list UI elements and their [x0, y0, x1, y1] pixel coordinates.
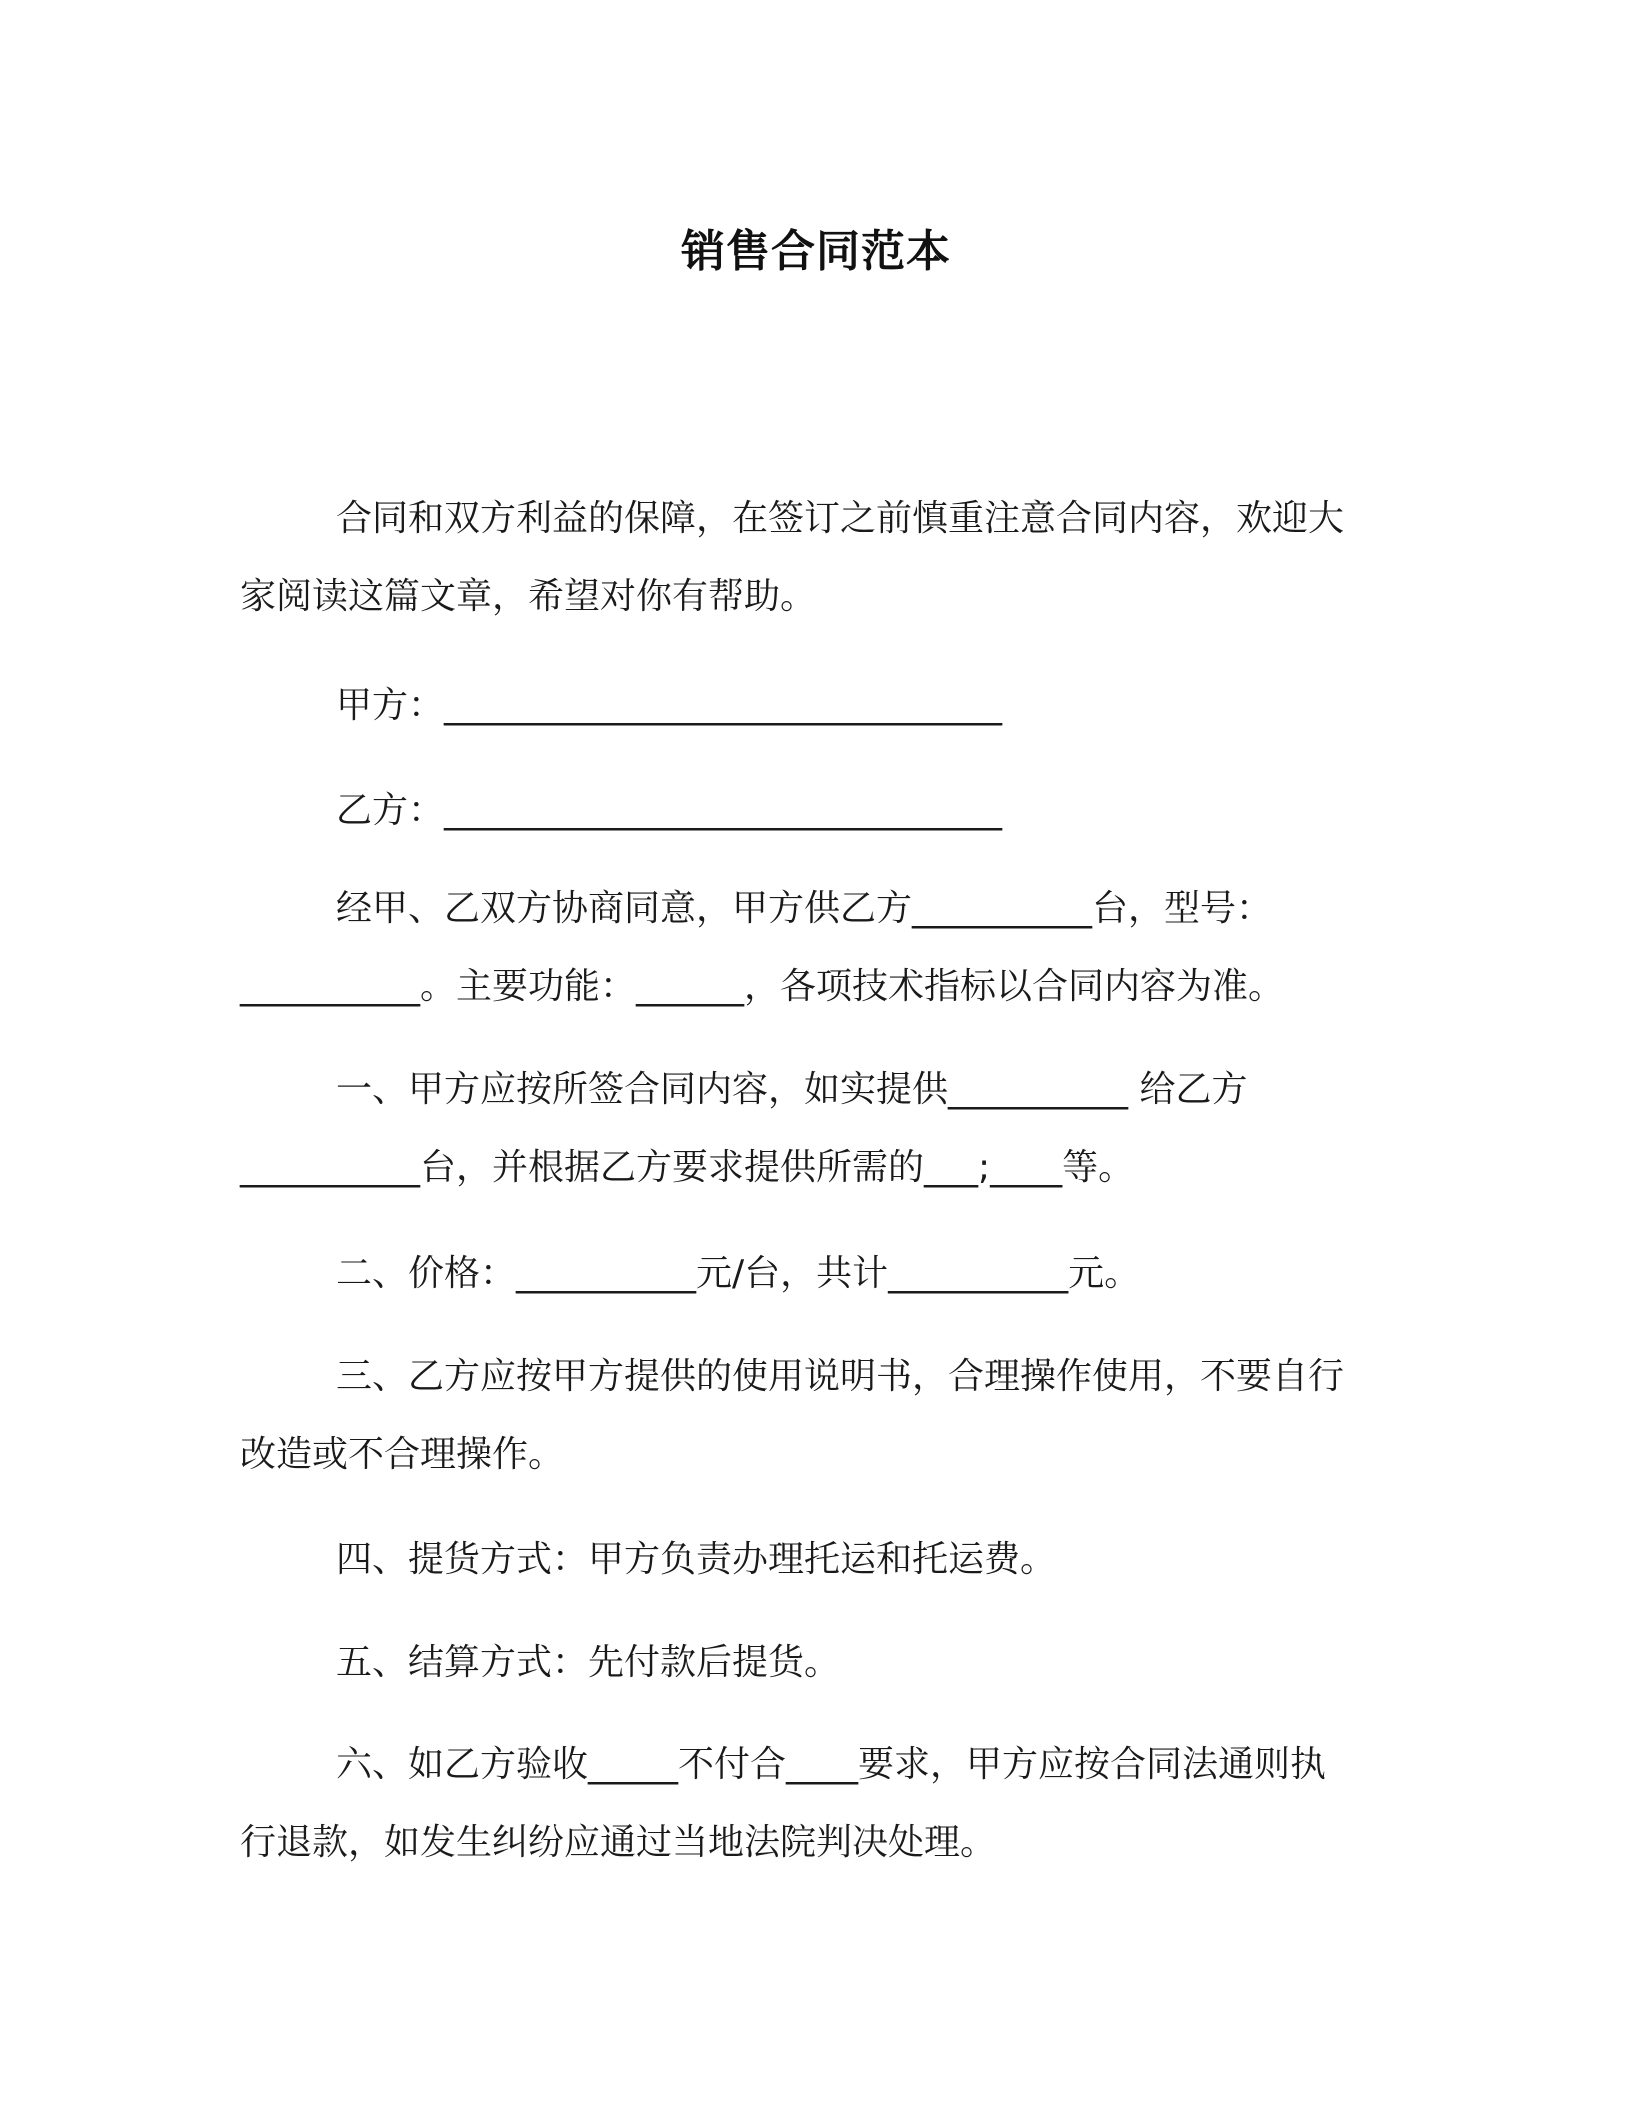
paragraph-line: 三、乙方应按甲方提供的使用说明书，合理操作使用，不要自行 [336, 1356, 1345, 1397]
paragraph-party-b [240, 772, 1392, 850]
paragraph-line: 五、结算方式：先付款后提货。 [336, 1642, 841, 1683]
paragraph-line: 一、甲方应按所签合同内容，如实提供__________ 给乙方 [336, 1069, 1248, 1110]
clause-6 [240, 1726, 1392, 1882]
document-title: 销售合同范本 [681, 226, 951, 277]
clause-5 [240, 1624, 1392, 1702]
paragraph-line: 行退款，如发生纠纷应通过当地法院判决处理。 [240, 1822, 997, 1863]
paragraph-party-a [240, 667, 1392, 745]
paragraph-line: 合同和双方利益的保障，在签订之前慎重注意合同内容，欢迎大 [336, 498, 1345, 539]
clause-1 [240, 1051, 1392, 1207]
paragraph-intro [240, 480, 1392, 636]
clause-4 [240, 1521, 1392, 1599]
paragraph-line: __________。主要功能：______，各项技术指标以合同内容为准。 [240, 966, 1285, 1007]
paragraph-line: 经甲、乙双方协商同意，甲方供乙方__________台，型号： [336, 888, 1273, 929]
paragraph-line: 改造或不合理操作。 [240, 1434, 565, 1475]
clause-3 [240, 1338, 1392, 1494]
paragraph-agreement [240, 870, 1392, 1026]
paragraph-line: __________台，并根据乙方要求提供所需的___;____等。 [240, 1147, 1135, 1188]
paragraph-line: 六、如乙方验收_____不付合____要求，甲方应按合同法通则执 [336, 1744, 1327, 1785]
paragraph-line: 甲方：_______________________________ [336, 685, 1003, 726]
paragraph-line: 四、提货方式：甲方负责办理托运和托运费。 [336, 1539, 1057, 1580]
clause-2 [240, 1235, 1392, 1313]
paragraph-line: 二、价格：__________元/台，共计__________元。 [336, 1253, 1141, 1294]
paragraph-line: 家阅读这篇文章，希望对你有帮助。 [240, 576, 817, 617]
paragraph-line: 乙方：_______________________________ [336, 790, 1003, 831]
